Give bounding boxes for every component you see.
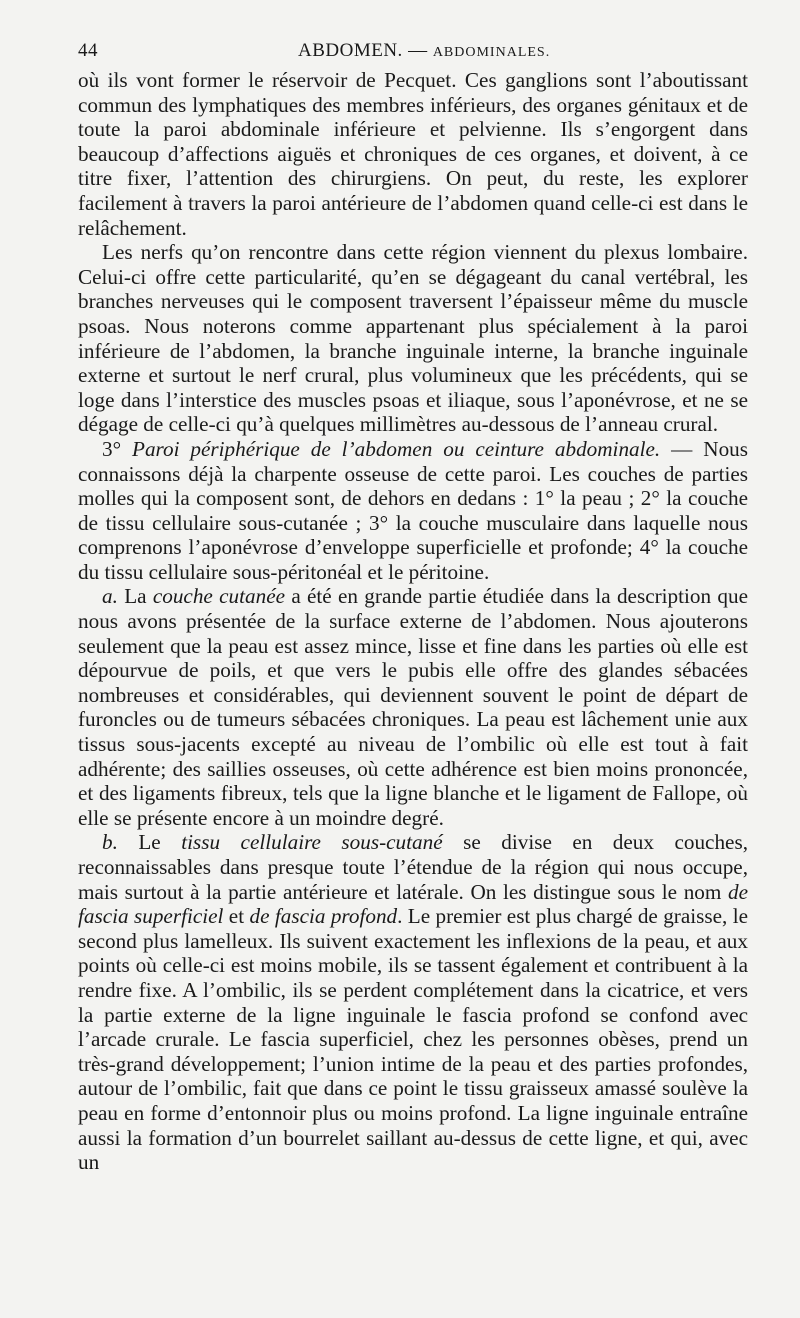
body-text [78, 68, 748, 1175]
section-number: 3° [102, 436, 132, 461]
term-italic: couche cutanée [152, 584, 286, 609]
paragraph-text: . Le premier est plus chargé de graisse, le second plus lamelleux. Ils suivent exactement les inflexions de la peau, et aux points où celle-ci est moins mobile, ils se tassent également et contribuent à la rendre fixe. A l’ombilic, ils se perdent complétement dans la cicatrice, et vers la partie externe de la ligne inguinale le fascia profond se confond avec l’arcade crurale. Le fascia superficiel, chez les personnes obèses, prend un très-grand développement; l’union intime de la peau et des parties profondes, autour de l’ombilic, fait que dans ce point le tissu graisseux amassé soulève la peau en forme d’entonnoir plus ou moins profond. La ligne inguinale entraîne aussi la formation d’un bourrelet saillant au-dessus de cette ligne, et qui, avec un [78, 904, 749, 1175]
paragraph-nerfs: Les nerfs qu’on rencontre dans cette région viennent du plexus lombaire. Celui-ci offre cette particularité, qu’en se dégageant du canal vertébral, les branches nerveuses qui le composent traversent l’épaisseur même du muscle psoas. Nous noterons comme appartenant plus spécialement à la paroi inférieure de l’abdomen, la branche inguinale interne, la branche inguinale externe et surtout le nerf crural, plus volumineux que les précédents, qui se loge dans l’interstice des muscles psoas et iliaque, sous l’aponévrose, et ne se dégage de celle-ci qu’à quelques millimètres au-dessous de l’anneau crural. [78, 240, 748, 437]
paragraph-ganglions: où ils vont former le réservoir de Pecquet. Ces ganglions sont l’aboutissant commun des lymphatiques des membres inférieurs, des organes génitaux et de toute la paroi abdominale inférieure et pelvienne. Ils s’engorgent dans beaucoup d’affections aiguës et chroniques de ces organes, et doivent, à ce titre fixer, l’attention des chirurgiens. On peut, du reste, les explorer facilement à travers la paroi antérieure de l’abdomen quand celle-ci est dans le relâchement. [78, 68, 748, 240]
item-letter: a. [102, 584, 118, 609]
section-subtitle: ABDOMINALES. [432, 45, 551, 60]
chapter-title: ABDOMEN. [298, 40, 403, 61]
term-italic: tissu cellulaire sous-cutané [181, 830, 443, 855]
paragraph-tissu-cellulaire [78, 830, 748, 1174]
paragraph-paroi-peripherique [78, 437, 748, 585]
item-letter: b. [102, 830, 118, 855]
book-page [78, 40, 748, 1175]
paragraph-text: se divise en deux couches, reconnaissables dans presque toute l’étendue de la région qui nous occupe, mais surtout à la partie antérieure et latérale. On les distingue sous le nom [78, 830, 748, 904]
title-separator: — [402, 40, 433, 61]
paragraph-text: — Nous connaissons déjà la charpente osseuse de cette paroi. Les couches de parties molles qui la composent sont, de dehors en dedans : 1° la peau ; 2° la couche de tissu cellulaire sous-cutanée ; 3° la couche musculaire dans laquelle nous comprenons l’aponévrose d’enveloppe superficielle et profonde; 4° la couche du tissu cellulaire sous-péritonéal et le péritoine. [78, 436, 748, 584]
section-heading: Paroi périphérique de l’abdomen ou ceinture abdominale. [132, 436, 661, 461]
term-italic: de fascia superficiel [78, 879, 748, 929]
paragraph-text: a été en grande partie étudiée dans la description que nous avons présentée de la surface externe de l’abdomen. Nous ajouterons seulement que la peau est assez mince, lisse et fine dans les parties où elle est dépourvue de poils, et que vers le pubis elle offre des glandes sébacées nombreuses et considérables, qui deviennent souvent le point de départ de furoncles ou de tumeurs sébacées chroniques. La peau est lâchement unie aux tissus sous-jacents excepté au niveau de l’ombilic où elle est tout à fait adhérente; des saillies osseuses, où cette adhérence est bien moins prononcée, et des ligaments fibreux, tels que la ligne blanche et le ligament de Fallope, où elle se présente encore à un moindre degré. [78, 584, 748, 830]
paragraph-couche-cutanee [78, 584, 748, 830]
term-italic: de fascia profond [249, 904, 398, 929]
paragraph-text: Le [117, 830, 182, 855]
page-number: 44 [78, 40, 98, 61]
running-header [78, 40, 748, 68]
paragraph-text: La [117, 584, 153, 609]
paragraph-text: et [223, 904, 250, 929]
running-title [298, 40, 550, 62]
